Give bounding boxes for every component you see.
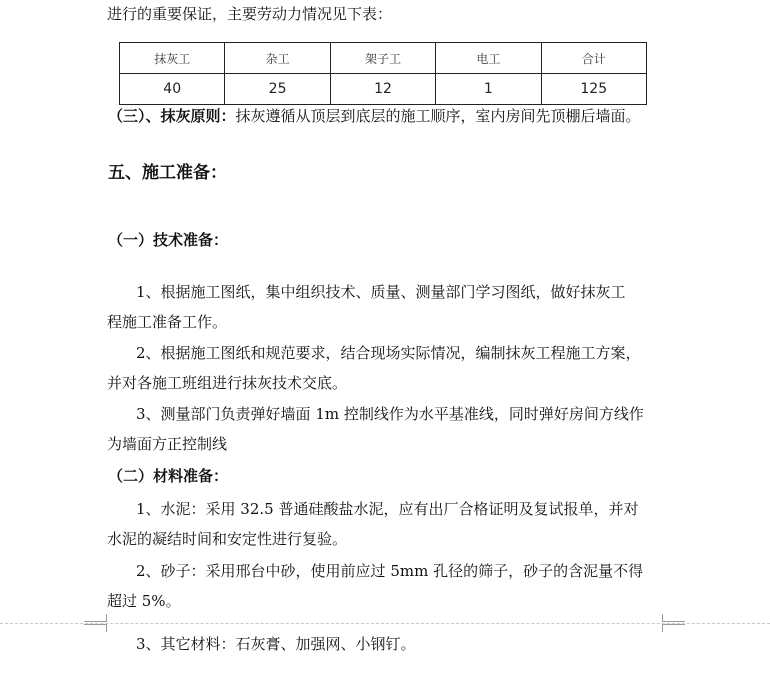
paragraph-line: 1、水泥：采用 32.5 普通硅酸盐水泥，应有出厂合格证明及复试报单，并对 [136, 500, 639, 518]
table-header-row [120, 43, 647, 74]
table-cell: 40 [120, 74, 225, 105]
paragraph-line: 水泥的凝结时间和安定性进行复验。 [107, 530, 348, 548]
subsection-heading-tech: （一）技术准备： [108, 231, 229, 249]
margin-corner-mark [662, 624, 685, 632]
margin-corner-mark [84, 614, 107, 622]
table-header-cell: 架子工 [330, 43, 435, 74]
paragraph-line: 3、其它材料：石灰膏、加强网、小钢钉。 [136, 635, 416, 653]
table-cell: 125 [541, 74, 646, 105]
table-header-cell: 合计 [541, 43, 646, 74]
table-header-cell: 杂工 [225, 43, 330, 74]
margin-corner-mark [84, 624, 107, 632]
section-heading: 五、施工准备： [108, 163, 227, 183]
paragraph-line: 1、根据施工图纸，集中组织技术、质量、测量部门学习图纸，做好抹灰工 [136, 283, 626, 301]
principle-text: 抹灰遵循从顶层到底层的施工顺序，室内房间先顶棚后墙面。 [235, 107, 641, 125]
paragraph-line: 超过 5%。 [107, 592, 181, 610]
table-cell: 12 [330, 74, 435, 105]
table-cell: 25 [225, 74, 330, 105]
paragraph-line: 并对各施工班组进行抹灰技术交底。 [107, 374, 348, 392]
paragraph-line: 3、测量部门负责弹好墙面 1m 控制线作为水平基准线，同时弹好房间方线作 [136, 405, 644, 423]
principle-label: （三）、抹灰原则： [108, 107, 236, 125]
subsection-heading-material: （二）材料准备： [108, 467, 229, 485]
margin-corner-mark [662, 614, 685, 622]
table-row [120, 74, 647, 105]
table-cell: 1 [436, 74, 541, 105]
principle-line [108, 106, 641, 126]
page-break-divider [0, 623, 770, 624]
paragraph-line: 程施工准备工作。 [107, 313, 228, 331]
labor-table [119, 42, 647, 105]
table-header-cell: 抹灰工 [120, 43, 225, 74]
table-header-cell: 电工 [436, 43, 541, 74]
paragraph-line: 为墙面方正控制线 [107, 435, 228, 453]
intro-line: 进行的重要保证，主要劳动力情况见下表： [107, 5, 393, 23]
paragraph-line: 2、根据施工图纸和规范要求，结合现场实际情况，编制抹灰工程施工方案， [136, 344, 641, 362]
paragraph-line: 2、砂子：采用邢台中砂，使用前应过 5mm 孔径的筛子，砂子的含泥量不得 [136, 562, 644, 580]
